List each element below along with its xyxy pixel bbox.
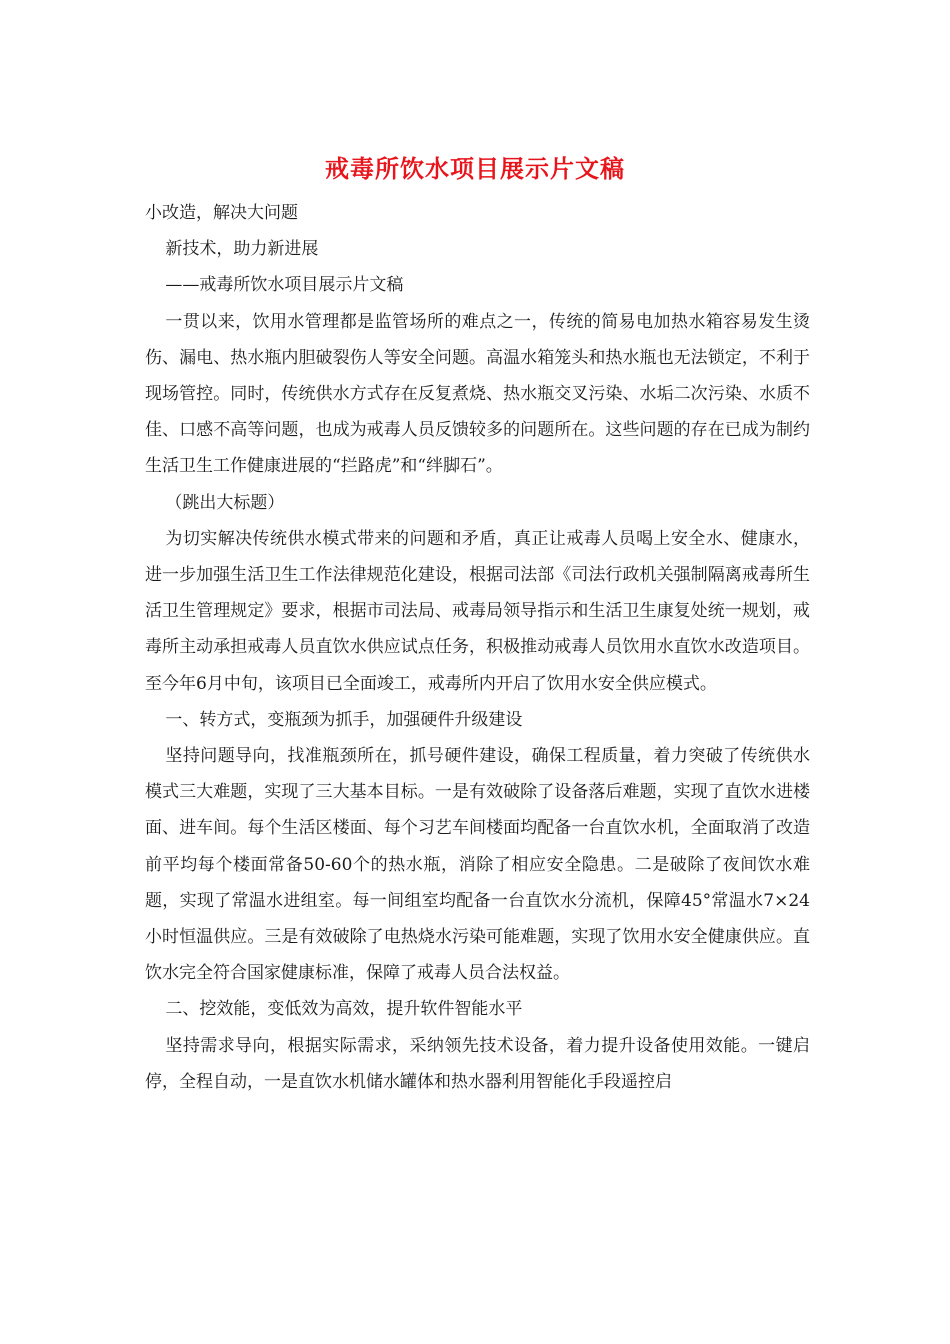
- paragraph-subtitle-2: 新技术，助力新进展: [165, 239, 319, 260]
- document-body: [145, 195, 810, 1100]
- section-heading-2: 二、挖效能，变低效为高效，提升软件智能水平: [165, 999, 523, 1020]
- paragraph-section-1: 坚持问题导向，找准瓶颈所在，抓号硬件建设，确保工程质量，着力突破了传统供水模式三大难题，实现了三大基本目标。一是有效破除了设备落后难题，实现了直饮水进楼面、进车间。每个生活区楼面、每个习艺车间楼面均配备一台直饮水机，全面取消了改造前平均每个楼面常备50-60个的热水瓶，消除了相应安全隐患。二是破除了夜间饮水难题，实现了常温水进组室。每一间组室均配备一台直饮水分流机，保障45°常温水7×24小时恒温供应。三是有效破除了电热烧水污染可能难题，实现了饮用水安全健康供应。直饮水完全符合国家健康标准，保障了戒毒人员合法权益。: [145, 746, 810, 984]
- paragraph-note: （跳出大标题）: [165, 492, 285, 513]
- section-heading-1: 一、转方式，变瓶颈为抓手，加强硬件升级建设: [165, 709, 523, 730]
- paragraph-background: 为切实解决传统供水模式带来的问题和矛盾，真正让戒毒人员喝上安全水、健康水，进一步加强生活卫生工作法律规范化建设，根据司法部《司法行政机关强制隔离戒毒所生活卫生管理规定》要求，根据市司法局、戒毒局领导指示和生活卫生康复处统一规划，戒毒所主动承担戒毒人员直饮水供应试点任务，积极推动戒毒人员饮用水直饮水改造项目。至今年6月中旬，该项目已全面竣工，戒毒所内开启了饮用水安全供应模式。: [145, 528, 810, 694]
- paragraph-intro: 一贯以来，饮用水管理都是监管场所的难点之一，传统的简易电加热水箱容易发生烫伤、漏电、热水瓶内胆破裂伤人等安全问题。高温水箱笼头和热水瓶也无法锁定，不利于现场管控。同时，传统供水方式存在反复煮烧、热水瓶交叉污染、水垢二次污染、水质不佳、口感不高等问题，也成为戒毒人员反馈较多的问题所在。这些问题的存在已成为制约生活卫生工作健康进展的“拦路虎”和“绊脚石”。: [145, 311, 810, 477]
- paragraph-subtitle-3: ——戒毒所饮水项目展示片文稿: [165, 275, 404, 296]
- paragraph-section-2: 坚持需求导向，根据实际需求，采纳领先技术设备，着力提升设备使用效能。一键启停，全程自动，一是直饮水机储水罐体和热水器利用智能化手段遥控启: [145, 1035, 810, 1092]
- paragraph-subtitle-1: 小改造，解决大问题: [145, 203, 298, 223]
- document-title: 戒毒所饮水项目展示片文稿: [325, 154, 625, 183]
